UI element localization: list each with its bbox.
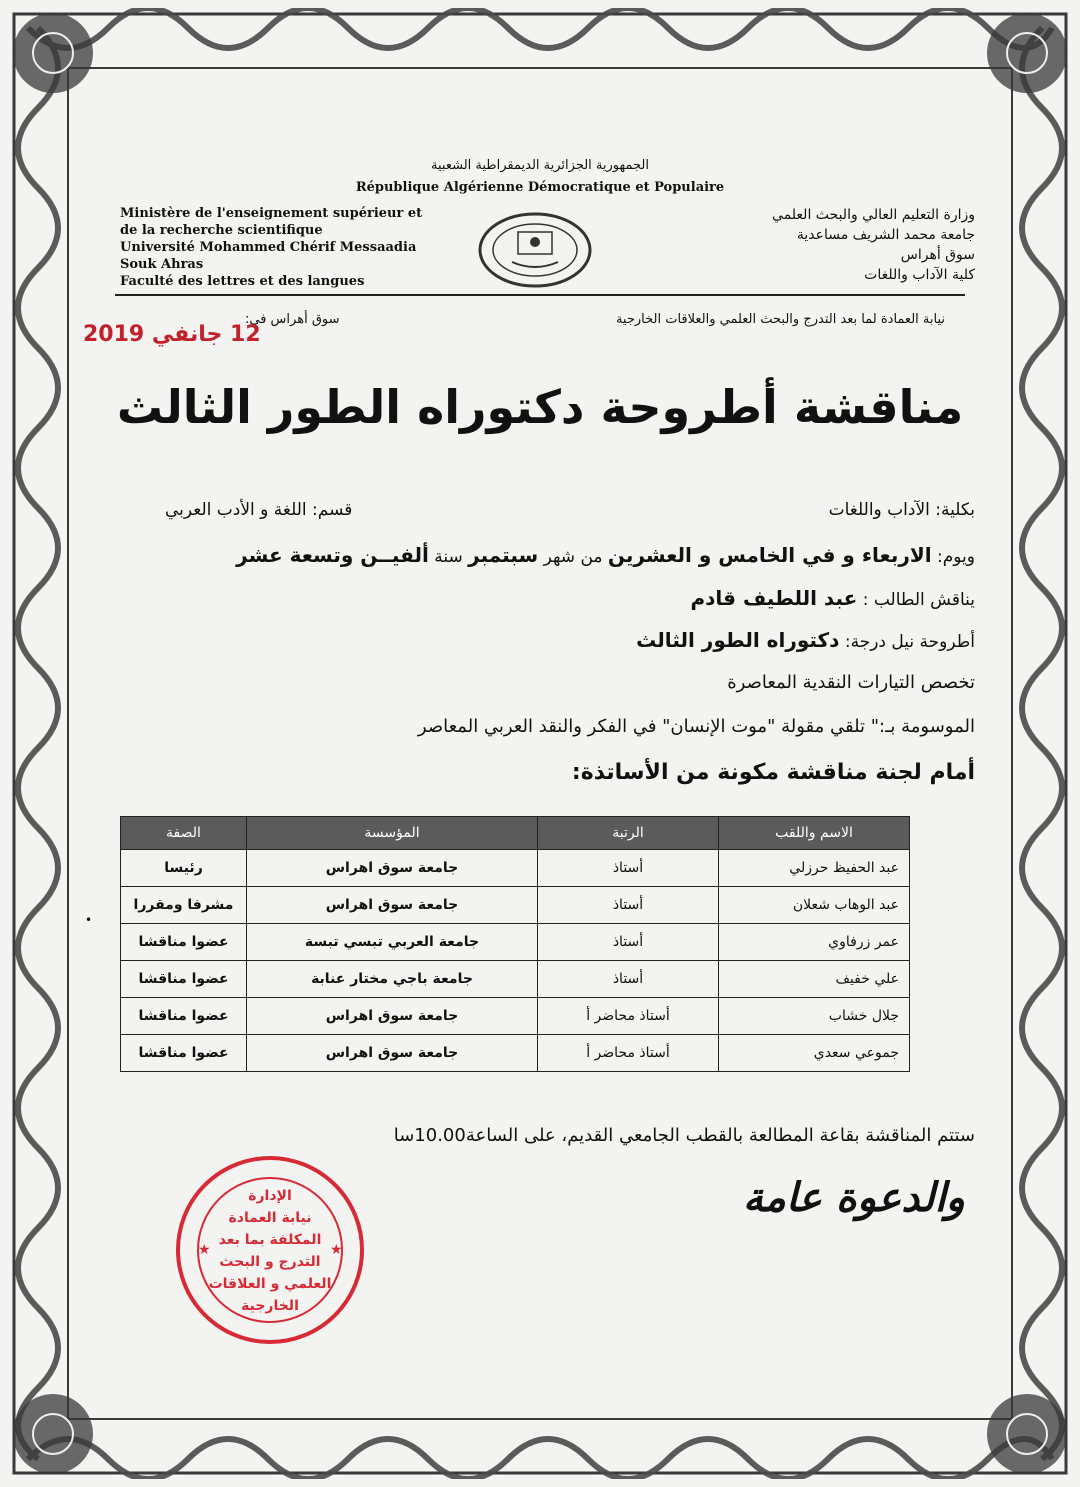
day-prefix: ويوم: — [937, 547, 975, 567]
member-name: عبد الحفيظ حرزلي — [719, 850, 910, 887]
department-line: قسم: اللغة و الأدب العربي — [165, 500, 353, 520]
header-role: الصفة — [121, 817, 247, 850]
member-role: عضوا مناقشا — [121, 924, 247, 961]
table-row — [121, 924, 910, 961]
member-rank: أستاذ — [538, 924, 719, 961]
member-institution: جامعة العربي تبسي تبسة — [247, 924, 538, 961]
venue-line: ستتم المناقشة بقاعة المطالعة بالقطب الجامعي القديم، على الساعة10.00سا — [393, 1125, 975, 1146]
svg-text:★: ★ — [330, 1242, 343, 1258]
seal-line-4: التدرج و البحث — [219, 1254, 321, 1270]
member-rank: أستاذ — [538, 887, 719, 924]
seal-line-1: الإدارة — [248, 1188, 292, 1204]
member-name: جلال خشاب — [719, 998, 910, 1035]
degree-prefix: أطروحة نيل درجة: — [844, 632, 975, 652]
member-role: عضوا مناقشا — [121, 1035, 247, 1072]
degree-value: دكتوراه الطور الثالث — [636, 628, 840, 652]
seal-text — [170, 1185, 370, 1317]
date-line — [236, 543, 975, 567]
date-stamp: 12 جانفي 2019 — [83, 322, 261, 347]
republic-fr: République Algérienne Démocratique et Populaire — [355, 180, 725, 195]
city-fr: Souk Ahras — [120, 257, 204, 272]
header-ar-block — [685, 205, 975, 285]
ministry-ar: وزارة التعليم العالي والبحث العلمي — [772, 207, 975, 223]
table-row — [121, 850, 910, 887]
table-row — [121, 1035, 910, 1072]
member-institution: جامعة سوق اهراس — [247, 1035, 538, 1072]
faculty-line: بكلية: الآداب واللغات — [828, 500, 975, 520]
university-logo — [470, 210, 600, 290]
vice-deanship: نيابة العمادة لما بعد التدرج والبحث العلمي والعلاقات الخارجية — [615, 312, 945, 327]
year-value: ألفيــن وتسعة عشر — [236, 543, 429, 567]
republic-ar: الجمهورية الجزائرية الديمقراطية الشعبية — [431, 158, 649, 173]
university-fr: Université Mohammed Chérif Messaadia — [120, 240, 417, 255]
member-institution: جامعة سوق اهراس — [247, 887, 538, 924]
student-name: عبد اللطيف قادم — [690, 586, 858, 610]
ministry-fr-1: Ministère de l'enseignement supérieur et — [120, 206, 423, 221]
specialty-line: تخصص التيارات النقدية المعاصرة — [727, 672, 975, 693]
committee-table — [120, 816, 910, 1072]
place-date-label: سوق أهراس في: — [245, 312, 340, 327]
member-name: علي خفيف — [719, 961, 910, 998]
member-institution: جامعة باجي مختار عنابة — [247, 961, 538, 998]
member-role: عضوا مناقشا — [121, 961, 247, 998]
seal-line-2: نيابة العمادة — [228, 1210, 312, 1226]
member-name: عبد الوهاب شعلان — [719, 887, 910, 924]
faculty-ar: كلية الآداب واللغات — [864, 267, 975, 283]
svg-text:★: ★ — [198, 1242, 211, 1258]
university-ar: جامعة محمد الشريف مساعدية — [796, 227, 975, 243]
student-prefix: يناقش الطالب : — [862, 590, 975, 610]
header-fr-block — [120, 205, 422, 290]
header-rank: الرتبة — [538, 817, 719, 850]
seal-line-5: العلمي و العلاقات — [208, 1276, 332, 1292]
table-header-row — [121, 817, 910, 850]
member-rank: أستاذ — [538, 961, 719, 998]
seal-line-3: المكلفة بما بعد — [218, 1232, 322, 1248]
document-body — [83, 150, 985, 1380]
student-line — [690, 586, 975, 610]
member-role: رئيسا — [121, 850, 247, 887]
member-institution: جامعة سوق اهراس — [247, 850, 538, 887]
month-prefix: من شهر — [543, 547, 603, 567]
seal-line-6: الخارجية — [241, 1298, 299, 1314]
committee-intro: أمام لجنة مناقشة مكونة من الأساتذة: — [571, 760, 975, 785]
day-value: الاربعاء و في الخامس و العشرين — [607, 543, 932, 567]
header-name: الاسم واللقب — [719, 817, 910, 850]
thesis-title: الموسومة بـ:" تلقي مقولة "موت الإنسان" في الفكر والنقد العربي المعاصر — [417, 716, 975, 737]
table-row — [121, 961, 910, 998]
member-rank: أستاذ محاضر أ — [538, 998, 719, 1035]
ministry-fr-2: de la recherche scientifique — [120, 223, 323, 238]
member-rank: أستاذ محاضر أ — [538, 1035, 719, 1072]
faculty-fr: Faculté des lettres et des langues — [120, 274, 365, 289]
member-role: عضوا مناقشا — [121, 998, 247, 1035]
margin-mark: • — [85, 913, 93, 927]
table-row — [121, 998, 910, 1035]
year-prefix: سنة — [434, 547, 463, 567]
degree-line — [636, 628, 975, 652]
header-divider — [115, 294, 965, 296]
member-role: مشرفا ومقررا — [121, 887, 247, 924]
member-name: عمر زرفاوي — [719, 924, 910, 961]
member-name: جموعي سعدي — [719, 1035, 910, 1072]
month-value: سبتمبر — [468, 543, 539, 567]
city-ar: سوق أهراس — [900, 247, 975, 263]
page-title: مناقشة أطروحة دكتوراه الطور الثالث — [116, 380, 964, 434]
member-rank: أستاذ — [538, 850, 719, 887]
invitation: والدعوة عامة — [743, 1175, 965, 1221]
table-row — [121, 887, 910, 924]
header-institution: المؤسسة — [247, 817, 538, 850]
member-institution: جامعة سوق اهراس — [247, 998, 538, 1035]
